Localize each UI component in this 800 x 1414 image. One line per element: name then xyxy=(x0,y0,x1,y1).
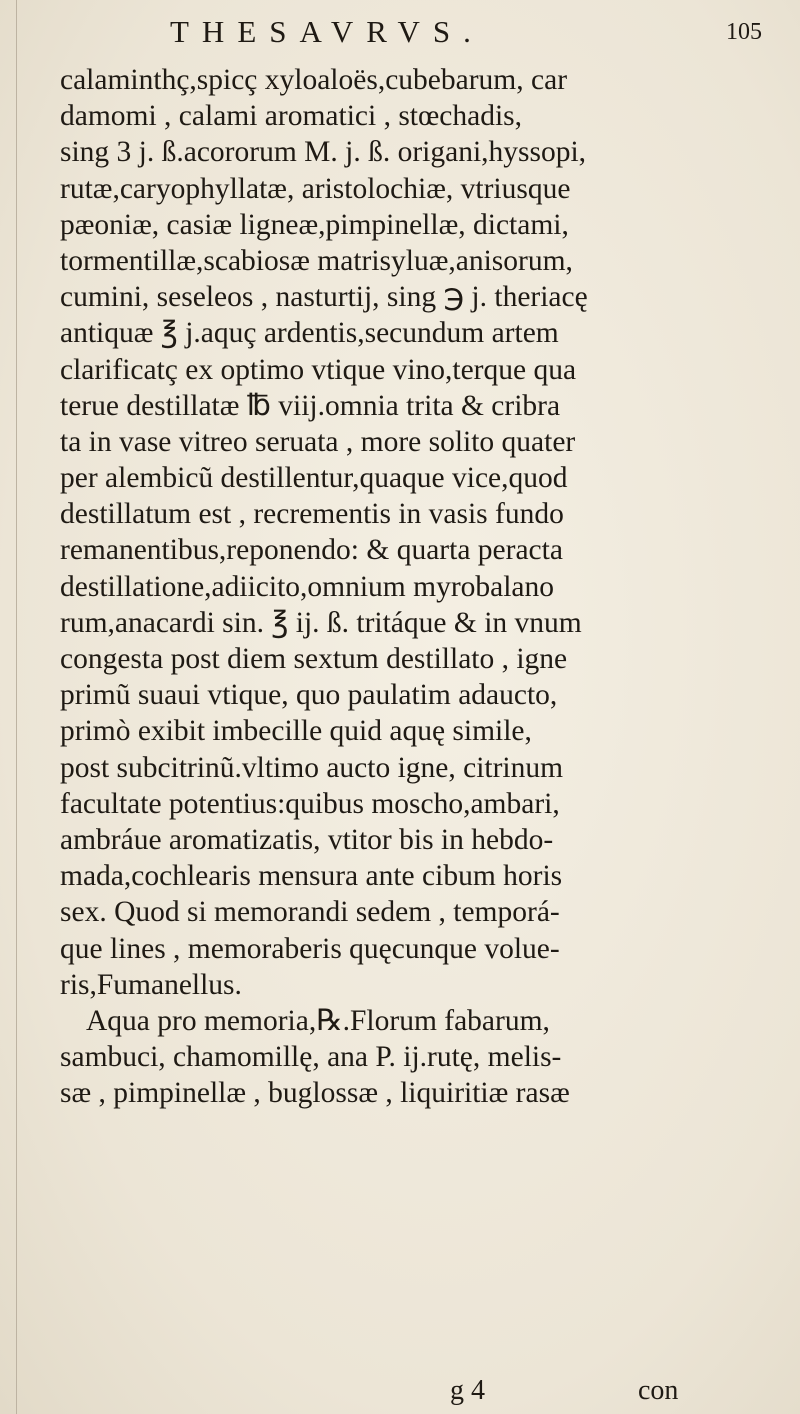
text-line: remanentibus,reponendo: & quarta peracta xyxy=(60,534,563,567)
text-line: sex. Quod si memorandi sedem , temporá- xyxy=(60,896,560,929)
text-line: mada,cochlearis mensura ante cibum horis xyxy=(60,860,563,893)
text-line: antiquæ ℥ j.aquç ardentis,secundum artem xyxy=(60,317,559,350)
body-text xyxy=(60,62,780,1111)
text-line: destillatione,adiicito,omnium myrobalano xyxy=(60,570,555,603)
page-footer xyxy=(450,1374,790,1408)
text-line: facultate potentius:quibus moscho,ambari, xyxy=(60,787,560,820)
text-line: cumini, seseleos , nasturtij, sing ℈ j. theriacę xyxy=(60,281,588,314)
text-line: damomi , calami aromatici , stœchadis, xyxy=(60,100,523,133)
text-line: ta in vase vitreo seruata , more solito quater xyxy=(60,425,576,458)
text-line: clarificatç ex optimo vtique vino,terque qua xyxy=(60,353,577,386)
text-line: calaminthç,spicç xyloaloës,cubebarum, car xyxy=(60,64,568,96)
page-header xyxy=(170,12,770,52)
text-line: per alembicũ destillentur,quaque vice,quod xyxy=(60,462,568,495)
text-line: congesta post diem sextum destillato , igne xyxy=(60,643,568,675)
running-title: THESAVRVS. xyxy=(170,14,484,49)
text-line: sambuci, chamomillę, ana P. ij.rutę, melis- xyxy=(60,1041,562,1074)
text-line: primũ suaui vtique, quo paulatim adaucto, xyxy=(60,679,558,712)
text-line: terue destillatæ ℔ viij.omnia trita & cribra xyxy=(60,389,561,422)
gutter-line xyxy=(16,0,17,1414)
text-line: sæ , pimpinellæ , buglossæ , liquiritiæ rasæ xyxy=(60,1077,570,1110)
text-line: ris,Fumanellus. xyxy=(60,968,242,1001)
catchword: con xyxy=(638,1375,679,1406)
text-line: rum,anacardi sin. ℥ ij. ß. tritáque & in vnum xyxy=(60,606,582,639)
text-line: pæoniæ, casiæ ligneæ,pimpinellæ, dictami, xyxy=(60,208,569,241)
text-line: post subcitrinũ.vltimo aucto igne, citrinum xyxy=(60,751,564,784)
text-line-recipe-heading: Aqua pro memoria,℞.Florum fabarum, xyxy=(86,1004,550,1037)
text-line: que lines , memoraberis quęcunque volue- xyxy=(60,932,560,965)
text-line: tormentillæ,scabiosæ matrisyluæ,anisorum, xyxy=(60,244,573,277)
text-line: destillatum est , recrementis in vasis fundo xyxy=(60,498,564,531)
text-line: sing 3 j. ß.acororum M. j. ß. origani,hyssopi, xyxy=(60,136,587,169)
text-line: primò exibit imbecille quid aquę simile, xyxy=(60,715,532,748)
signature-mark: g 4 xyxy=(450,1375,485,1406)
text-line: ambráue aromatizatis, vtitor bis in hebdo- xyxy=(60,823,554,856)
page-number: 105 xyxy=(726,19,762,45)
text-line: rutæ,caryophyllatæ, aristolochiæ, vtriusque xyxy=(60,172,571,205)
